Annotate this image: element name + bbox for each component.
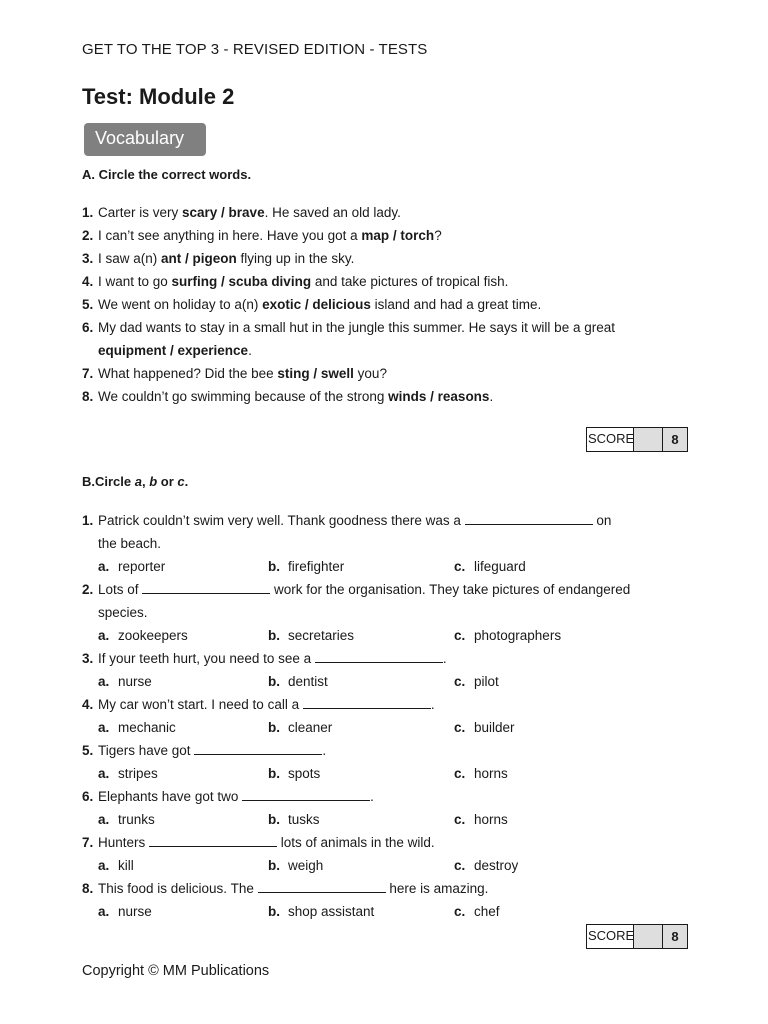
option-a[interactable]: a. kill: [98, 858, 134, 873]
part-b-item: 7. Hunters lots of animals in the wild.: [82, 835, 435, 850]
part-b-item-continuation: the beach.: [98, 536, 162, 551]
part-b-item: 8. This food is delicious. The here is amazing.: [82, 881, 489, 896]
answer-blank[interactable]: [465, 512, 593, 525]
choice[interactable]: winds / reasons: [388, 389, 490, 404]
option-b[interactable]: b. tusks: [268, 812, 320, 827]
part-b-item: 1. Patrick couldn’t swim very well. Thank goodness there was a on: [82, 513, 612, 528]
score-total: 8: [663, 925, 687, 948]
part-a-item: 6. My dad wants to stay in a small hut in the jungle this summer. He says it will be a great: [82, 320, 615, 335]
option-c[interactable]: c. photographers: [454, 628, 562, 643]
choice[interactable]: map / torch: [361, 228, 435, 243]
part-b-item-continuation: species.: [98, 605, 148, 620]
option-b[interactable]: b. spots: [268, 766, 321, 781]
part-a-item: 1. Carter is very scary / brave. He saved an old lady.: [82, 205, 401, 220]
part-b-item: 3. If your teeth hurt, you need to see a .: [82, 651, 447, 666]
option-c[interactable]: c. chef: [454, 904, 500, 919]
option-b[interactable]: b. dentist: [268, 674, 328, 689]
answer-blank[interactable]: [242, 788, 370, 801]
part-a-item: 4. I want to go surfing / scuba diving and take pictures of tropical fish.: [82, 274, 509, 289]
choice[interactable]: exotic / delicious: [262, 297, 371, 312]
score-box-a: [586, 427, 688, 452]
score-total: 8: [663, 428, 687, 451]
answer-blank[interactable]: [315, 650, 443, 663]
part-b-instruction: B.Circle a, b or c.: [82, 474, 189, 489]
option-a[interactable]: a. mechanic: [98, 720, 176, 735]
option-c[interactable]: c. lifeguard: [454, 559, 526, 574]
part-a-item: 2. I can’t see anything in here. Have you got a map / torch?: [82, 228, 442, 243]
part-a-item: 3. I saw a(n) ant / pigeon flying up in the sky.: [82, 251, 355, 266]
score-label: SCORE: [587, 428, 634, 451]
choice[interactable]: equipment / experience: [98, 343, 249, 358]
part-a-item: 5. We went on holiday to a(n) exotic / delicious island and had a great time.: [82, 297, 542, 312]
option-b[interactable]: b. firefighter: [268, 559, 345, 574]
option-a[interactable]: a. reporter: [98, 559, 166, 574]
part-b-item: 2. Lots of work for the organisation. They take pictures of endangered: [82, 582, 631, 597]
choice[interactable]: ant / pigeon: [161, 251, 237, 266]
choice[interactable]: scary / brave: [182, 205, 265, 220]
score-box-b: [586, 924, 688, 949]
part-a-instruction: A. Circle the correct words.: [82, 167, 252, 182]
option-c[interactable]: c. destroy: [454, 858, 519, 873]
option-a[interactable]: a. trunks: [98, 812, 155, 827]
answer-blank[interactable]: [194, 742, 322, 755]
section-badge: Vocabulary: [84, 123, 206, 156]
option-c[interactable]: c. builder: [454, 720, 515, 735]
part-a-item-continuation: equipment / experience.: [98, 343, 252, 358]
score-entry[interactable]: [634, 925, 663, 948]
choice[interactable]: sting / swell: [277, 366, 354, 381]
score-entry[interactable]: [634, 428, 663, 451]
answer-blank[interactable]: [149, 834, 277, 847]
option-b[interactable]: b. secretaries: [268, 628, 355, 643]
part-a-item: 8. We couldn’t go swimming because of the strong winds / reasons.: [82, 389, 494, 404]
option-a[interactable]: a. nurse: [98, 674, 152, 689]
option-c[interactable]: c. horns: [454, 766, 508, 781]
copyright-footer: Copyright © MM Publications: [82, 963, 270, 979]
option-a[interactable]: a. stripes: [98, 766, 158, 781]
option-c[interactable]: c. pilot: [454, 674, 499, 689]
option-c[interactable]: c. horns: [454, 812, 508, 827]
part-b-item: 5. Tigers have got .: [82, 743, 327, 758]
answer-blank[interactable]: [303, 696, 431, 709]
part-a-item: 7. What happened? Did the bee sting / swell you?: [82, 366, 387, 381]
option-a[interactable]: a. zookeepers: [98, 628, 188, 643]
part-b-item: 6. Elephants have got two .: [82, 789, 374, 804]
score-label: SCORE: [587, 925, 634, 948]
option-b[interactable]: b. weigh: [268, 858, 324, 873]
answer-blank[interactable]: [258, 880, 386, 893]
choice[interactable]: surfing / scuba diving: [171, 274, 312, 289]
option-b[interactable]: b. shop assistant: [268, 904, 375, 919]
part-b-item: 4. My car won’t start. I need to call a .: [82, 697, 435, 712]
option-b[interactable]: b. cleaner: [268, 720, 333, 735]
answer-blank[interactable]: [142, 581, 270, 594]
page-title: Test: Module 2: [82, 84, 235, 109]
page-header: GET TO THE TOP 3 - REVISED EDITION - TESTS: [82, 41, 428, 58]
option-a[interactable]: a. nurse: [98, 904, 152, 919]
